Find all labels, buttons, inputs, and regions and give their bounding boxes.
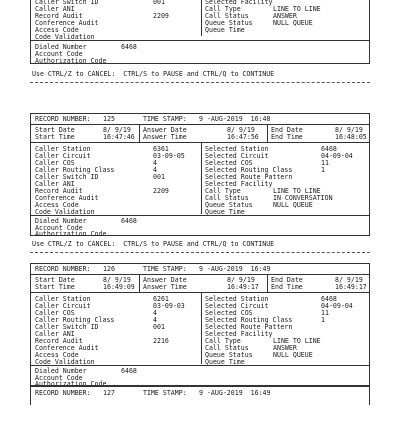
record-number: 126 [103, 265, 115, 273]
field-label: Selected Circuit [205, 302, 269, 310]
field-label: Caller ANI [35, 5, 75, 13]
field-label: Call Type [205, 187, 241, 195]
field-label: Caller Station [35, 295, 91, 303]
field-label: Caller COS [35, 159, 75, 167]
answer-date: 8/ 9/19 [227, 276, 255, 284]
field-label: Caller Switch ID [35, 0, 99, 6]
field-label: Selected Circuit [205, 152, 269, 160]
end-date-label: End Date [271, 276, 303, 284]
field-label: Authorization Code [35, 230, 107, 238]
start-time: 16:49:09 [103, 283, 135, 291]
field-value: 6261 [153, 295, 169, 303]
answer-date: 8/ 9/19 [227, 126, 255, 134]
field-value: 4 [153, 309, 157, 317]
field-value: 6468 [321, 295, 337, 303]
field-value: ANSWER [273, 12, 297, 20]
field-value: 001 [153, 173, 165, 181]
end-date: 8/ 9/19 [335, 126, 363, 134]
field-label: Selected Routing Class [205, 166, 293, 174]
field-label: Access Code [35, 201, 79, 209]
field-value: LINE TO LINE [273, 187, 321, 195]
answer-date-label: Answer Date [143, 126, 187, 134]
time-stamp-label: TIME STAMP: [143, 115, 187, 123]
field-value: 04-09-04 [321, 152, 353, 160]
field-label: Record Audit [35, 337, 83, 345]
field-label: Caller Routing Class [35, 316, 115, 324]
record-number-label: RECORD NUMBER: [35, 265, 91, 273]
field-value: IN CONVERSATION [273, 194, 333, 202]
field-label: Caller Routing Class [35, 166, 115, 174]
field-value: ANSWER [273, 344, 297, 352]
field-label: Selected Station [205, 295, 269, 303]
field-value: 6468 [121, 367, 137, 375]
field-label: Selected COS [205, 159, 253, 167]
field-value: 1 [321, 166, 325, 174]
field-label: Selected COS [205, 309, 253, 317]
field-label: Conference Audit [35, 344, 99, 352]
end-time: 16:48:05 [335, 133, 367, 141]
field-label: Caller Circuit [35, 152, 91, 160]
field-label: Code Validation [35, 33, 95, 41]
end-time-label: End Time [271, 283, 303, 291]
field-label: Conference Audit [35, 19, 99, 27]
time-stamp: 9 -AUG-2019 16:48 [199, 115, 271, 123]
field-label: Call Type [205, 337, 241, 345]
record-number: 125 [103, 115, 115, 123]
field-value: NULL QUEUE [273, 201, 313, 209]
start-date-label: Start Date [35, 126, 75, 134]
field-value: 4 [153, 316, 157, 324]
field-label: Caller COS [35, 309, 75, 317]
field-label: Selected Facility [205, 330, 273, 338]
field-value: 6468 [121, 217, 137, 225]
start-date: 8/ 9/19 [103, 126, 131, 134]
field-label: Access Code [35, 26, 79, 34]
field-label: Call Status [205, 12, 249, 20]
field-label: Call Status [205, 344, 249, 352]
field-value: 11 [321, 159, 329, 167]
field-label: Selected Route Pattern [205, 173, 293, 181]
continue-prompt: Use CTRL/Z to CANCEL: CTRL/S to PAUSE and CTRL/Q to CONTINUE [32, 240, 275, 248]
field-value: 6468 [321, 145, 337, 153]
record-number: 127 [103, 389, 115, 397]
field-value: 4 [153, 166, 157, 174]
separator [30, 82, 370, 83]
field-label: Caller ANI [35, 180, 75, 188]
start-date-label: Start Date [35, 276, 75, 284]
field-value: 4 [153, 159, 157, 167]
time-stamp-label: TIME STAMP: [143, 389, 187, 397]
field-value: 001 [153, 0, 165, 6]
field-label: Call Status [205, 194, 249, 202]
field-value: 11 [321, 309, 329, 317]
answer-time-label: Answer Time [143, 133, 187, 141]
field-label: Conference Audit [35, 194, 99, 202]
field-value: 2216 [153, 337, 169, 345]
answer-time: 16:47:56 [227, 133, 259, 141]
record-number-label: RECORD NUMBER: [35, 389, 91, 397]
time-stamp-label: TIME STAMP: [143, 265, 187, 273]
field-value: 6468 [121, 43, 137, 51]
field-label: Caller ANI [35, 330, 75, 338]
field-label: Queue Status [205, 201, 253, 209]
field-value: 2209 [153, 187, 169, 195]
answer-time: 16:49:17 [227, 283, 259, 291]
field-label: Selected Route Pattern [205, 323, 293, 331]
start-date: 8/ 9/19 [103, 276, 131, 284]
field-value: LINE TO LINE [273, 337, 321, 345]
separator [30, 252, 370, 253]
field-label: Authorization Code [35, 57, 107, 65]
end-time-label: End Time [271, 133, 303, 141]
field-value: NULL QUEUE [273, 19, 313, 27]
start-time-label: Start Time [35, 283, 75, 291]
field-label: Account Code [35, 374, 83, 382]
field-value: 1 [321, 316, 325, 324]
start-time: 16:47:46 [103, 133, 135, 141]
start-time-label: Start Time [35, 133, 75, 141]
answer-time-label: Answer Time [143, 283, 187, 291]
field-value: 03-09-03 [153, 302, 185, 310]
time-stamp: 9 -AUG-2019 16:49 [199, 265, 271, 273]
field-label: Access Code [35, 351, 79, 359]
field-label: Dialed Number [35, 367, 87, 375]
field-value: 2209 [153, 12, 169, 20]
field-value: NULL QUEUE [273, 351, 313, 359]
field-label: Queue Status [205, 19, 253, 27]
field-value: LINE TO LINE [273, 5, 321, 13]
field-value: 04-09-04 [321, 302, 353, 310]
call-record-partial [30, 0, 370, 64]
field-label: Code Validation [35, 358, 95, 366]
end-date-label: End Date [271, 126, 303, 134]
field-label: Selected Station [205, 145, 269, 153]
field-label: Caller Circuit [35, 302, 91, 310]
field-label: Account Code [35, 50, 83, 58]
end-time: 16:49:17 [335, 283, 367, 291]
time-stamp: 9 -AUG-2019 16:49 [199, 389, 271, 397]
answer-date-label: Answer Date [143, 276, 187, 284]
field-label: Authorization Code [35, 380, 107, 388]
field-label: Account Code [35, 224, 83, 232]
end-date: 8/ 9/19 [335, 276, 363, 284]
call-record-126 [30, 263, 370, 387]
record-number-label: RECORD NUMBER: [35, 115, 91, 123]
field-label: Record Audit [35, 187, 83, 195]
field-label: Record Audit [35, 12, 83, 20]
field-label: Selected Routing Class [205, 316, 293, 324]
call-record-127 [30, 385, 370, 405]
field-value: 6361 [153, 145, 169, 153]
field-label: Queue Time [205, 358, 245, 366]
field-label: Selected Facility [205, 180, 273, 188]
field-label: Queue Time [205, 208, 245, 216]
field-label: Dialed Number [35, 217, 87, 225]
field-value: 001 [153, 323, 165, 331]
continue-prompt: Use CTRL/Z to CANCEL: CTRL/S to PAUSE and CTRL/Q to CONTINUE [32, 70, 275, 78]
call-record-125 [30, 113, 370, 236]
field-label: Selected Facility [205, 0, 273, 6]
field-label: Call Type [205, 5, 241, 13]
field-value: 03-09-05 [153, 152, 185, 160]
field-label: Queue Status [205, 351, 253, 359]
field-label: Code Validation [35, 208, 95, 216]
field-label: Caller Switch ID [35, 323, 99, 331]
field-label: Caller Station [35, 145, 91, 153]
field-label: Queue Time [205, 26, 245, 34]
field-label: Caller Switch ID [35, 173, 99, 181]
field-label: Dialed Number [35, 43, 87, 51]
